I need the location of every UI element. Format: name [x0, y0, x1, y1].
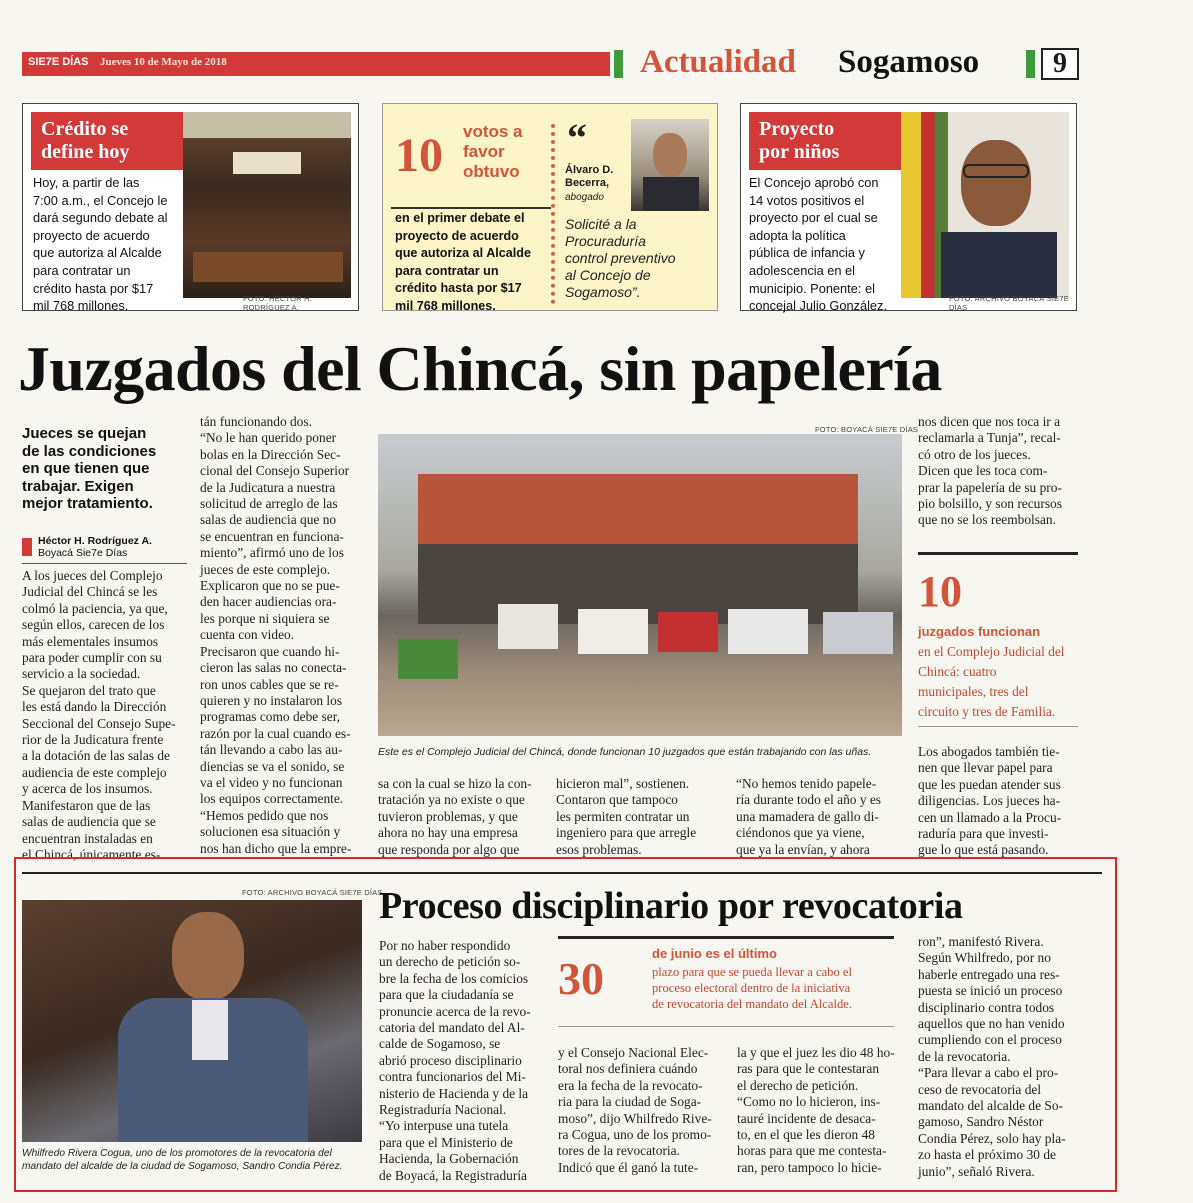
section-city: Sogamoso [838, 44, 980, 80]
main-col-1: A los jueces del Complejo Judicial del Chincá se les colmó la paciencia, ya que, según ellos, carecen de los más elementales insumos para poder cumplir con su servicio a la sociedad. Se quejaron del trato que les está dando la Dirección Seccional del Consejo Supe- rior de la Judicatura frente a la dotación de las salas de audiencia de este complejo y acerca de los insumos. Manifestaron que de las salas de audiencia que se encuentran instaladas en el Chincá, únicamente es- [22, 568, 176, 862]
byline-author: Héctor H. Rodríguez A. [38, 535, 152, 547]
second-headline: Proceso disciplinario por revocatoria [379, 885, 963, 927]
box-body: El Concejo aprobó con 14 votos positivos el proyecto por el cual se adopta la política pública de infancia y adolescencia en el municipio. Ponente: el concejal Julio González. [749, 175, 887, 314]
second-col-3: la y que el juez les dio 48 ho- ras para que le contestaran el derecho de petición. “Como no lo hicieron, ins- tauré incidente de desaca- to, en el que les dieron 48 horas para que me contesta- ran, pero tampoco lo hicie- [737, 1045, 895, 1175]
box-body: Hoy, a partir de las 7:00 a.m., el Concejo le dará segundo debate al proyecto de acuerdo que autoriza al Alcalde para contratar un crédito hasta por $17 mil 768 millones. [33, 175, 168, 314]
sidebar-box-votes [382, 103, 718, 311]
byline-marker [22, 538, 32, 556]
section-marker [614, 50, 623, 78]
byline-outlet: Boyacá Sie7e Días [38, 547, 128, 559]
stat-text: en el Complejo Judicial del Chincá: cuatro municipales, tres del circuito y tres de Familia. [918, 644, 1065, 719]
lawyer-photo [631, 119, 709, 211]
main-col-5: “No hemos tenido papele- ría durante todo el año y es una mamadera de gallo di- ciéndonos que ya viene, que ya la envían, y ahora [736, 776, 882, 857]
sidebar-box-children [740, 103, 1077, 314]
main-headline: Juzgados del Chincá, sin papelería [18, 333, 942, 404]
stat-number: 10 [918, 567, 962, 616]
main-col-6-bottom: Los abogados también tie- nen que llevar papel para que les puedan atender sus diligencias. Los jueces ha- cen un llamado a la Procu- raduría para que investi- gue lo que está pasando. [918, 744, 1062, 858]
main-col-3: sa con la cual se hizo la con- tratación ya no existe o que tuvieron problemas, y que ahora no hay una empresa que responda por algo que [378, 776, 532, 857]
lawyer-quote: Solicité a la Procuraduría control preventivo al Concejo de Sogamoso”. [565, 216, 676, 300]
box-title: Proyecto por niños [759, 118, 840, 163]
photo-credit: FOTO: HÉCTOR H. RODRÍGUEZ A. [243, 294, 312, 312]
second-col-1: Por no haber respondido un derecho de petición so- bre la fecha de los comicios para que la ciudadanía se pronuncie acerca de la revo- catoria del mandato del Al- calde de Sogamoso, se abrió proceso disciplinario contra funcionarios del Mi- nisterio de Hacienda y de la Registraduría Nacional. “Yo interpuse una tutela para que el Ministerio de Hacienda, la Gobernación de Boyacá, la Registraduría [379, 938, 531, 1183]
council-photo [183, 112, 351, 298]
second-stat-text: plazo para que se pueda llevar a cabo el proceso electoral dentro de la iniciativa de revocatoria del mandato del Alcalde. [652, 965, 853, 1011]
votes-number: 10 [395, 129, 443, 182]
main-subhead: Jueces se quejan de las condiciones en que tienen que trabajar. Exigen mejor tratamiento. [22, 425, 157, 512]
quote-role: abogado [565, 192, 604, 203]
second-col-2: y el Consejo Nacional Elec- toral nos definiera cuándo era la fecha de la revocato- ria para la ciudad de Soga- moso”, dijo Whilfredo Rive- ra Cogua, uno de los promo- tores de la revocatoria. Indicó que él ganó la tute- [558, 1045, 712, 1175]
main-photo-credit: FOTO: BOYACÁ SIE7E DÍAS [815, 425, 919, 434]
brand-logo: SIE7E DÍAS [28, 56, 89, 68]
page-marker [1026, 50, 1035, 78]
courthouse-photo [378, 434, 902, 736]
second-col-4: ron”, manifestó Rivera. Según Whilfredo, por no haberle entregado una res- puesta se inició un proceso disciplinario contra todos aquellos que no han venido cumpliendo con el proceso de la revocatoria. “Para llevar a cabo el pro- ceso de revocatoria del mandato del alcalde de So- gamoso, Sandro Néstor Condia Pérez, solo hay pla- zo hasta el próximo 30 de junio”, señaló Rivera. [918, 934, 1066, 1179]
issue-date: Jueves 10 de Mayo de 2018 [100, 56, 227, 68]
councilman-photo [901, 112, 1069, 298]
quote-person: Álvaro D. Becerra, [565, 164, 614, 189]
votes-body: en el primer debate el proyecto de acuerdo que autoriza al Alcalde para contratar un crédito hasta por $17 mil 768 millones. [395, 211, 532, 313]
second-stat-number: 30 [558, 953, 604, 1004]
second-photo-caption: Whilfredo Rivera Cogua, uno de los promotores de la revocatoria del mandato del alcalde de la ciudad de Sogamoso, Sandro Condia Pérez. [22, 1148, 343, 1172]
header-bar [22, 52, 610, 76]
stat-label: juzgados funcionan [918, 624, 1041, 639]
main-col-6-top: nos dicen que nos toca ir a reclamarla a Tunja”, recal- có otro de los jueces. Dicen que les toca com- prar la papelería de su pro- pio bolsillo, y son recursos que no se los reembolsan. [918, 414, 1062, 528]
main-photo-caption: Este es el Complejo Judicial del Chincá, donde funcionan 10 juzgados que están trabajando con las uñas. [378, 746, 872, 758]
votes-label: votos a favor obtuvo [463, 122, 523, 181]
box-title: Crédito se define hoy [41, 118, 130, 163]
quote-icon: “ [567, 115, 587, 160]
promoter-photo [22, 900, 362, 1142]
sidebar-box-credit [22, 103, 359, 314]
main-col-2: tán funcionando dos. “No le han querido poner bolas en la Dirección Sec- cional del Consejo Superior de la Judicatura a nuestra solicitud de arreglo de las salas de audiencia que no se encuentran en funciona- miento”, afirmó uno de los jueces de este complejo. Explicaron que no se pue- den hacer audiencias ora- les porque ni siquiera se cuenta con video. Precisaron que cuando hi- cieron las salas no conecta- ron unos cables que se re- quieren y no instalaron los programas como debe ser, razón por la cual cuando es- tán llevando a cabo las au- diencias se va el sonido, se va el video y no funcionan los equipos correctamente. “Hemos pedido que nos solucionen esa situación y nos han dicho que la empre- [200, 414, 352, 856]
photo-credit: FOTO: ARCHIVO BOYACÁ SIE7E DÍAS [949, 294, 1069, 312]
section-title: Actualidad [640, 44, 796, 80]
second-stat-label: de junio es el último [652, 946, 777, 961]
second-photo-credit: FOTO: ARCHIVO BOYACÁ SIE7E DÍAS [242, 888, 383, 897]
page-number: 9 [1041, 48, 1079, 80]
main-col-4: hicieron mal”, sostienen. Contaron que tampoco les permiten contratar un ingeniero para que arregle esos problemas. [556, 776, 697, 857]
